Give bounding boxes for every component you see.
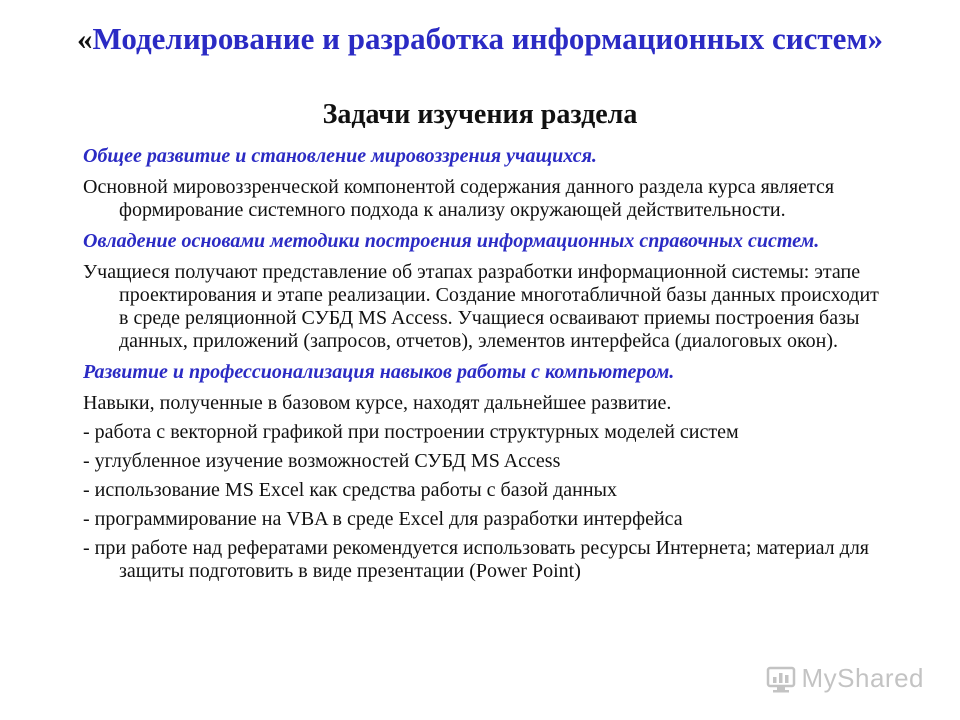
title-close-quote: »: [867, 21, 883, 56]
list-item: - использование MS Excel как средства работы с базой данных: [83, 479, 617, 501]
title-open-quote: «: [77, 21, 93, 56]
watermark: [766, 663, 925, 694]
section-paragraph: Учащиеся получают представление об этапах разработки информационной системы: этапе проектирования и этапе реализации. Создание многотабличной базы данных происходит в среде реляционной СУБД MS Access. Учащиеся осваивают приемы построения базы данных, приложений (запросов, отчетов), элементов интерфейса (диалоговых окон).: [83, 261, 879, 352]
section-paragraph: Навыки, полученные в базовом курсе, находят дальнейшее развитие.: [83, 392, 672, 414]
slide-title: [60, 20, 900, 58]
watermark-text: MyShared: [801, 663, 924, 693]
section-heading: Овладение основами методики построения информационных справочных систем.: [83, 230, 820, 252]
slide-subtitle: Задачи изучения раздела: [322, 99, 638, 130]
section-heading: Общее развитие и становление мировоззрения учащихся.: [83, 145, 597, 167]
list-item: - программирование на VBA в среде Excel для разработки интерфейса: [83, 508, 683, 530]
title-text: Моделирование и разработка информационных систем: [92, 21, 868, 56]
myshared-logo-icon: [766, 664, 796, 694]
list-item: - работа с векторной графикой при построении структурных моделей систем: [83, 421, 739, 443]
list-item: - углубленное изучение возможностей СУБД MS Access: [83, 450, 561, 472]
list-item: - при работе над рефератами рекомендуется использовать ресурсы Интернета; материал для защиты подготовить в виде презентации (Power Point): [83, 537, 870, 582]
slide-content: [83, 145, 883, 589]
section-heading: Развитие и профессионализация навыков работы с компьютером.: [83, 361, 675, 383]
section-paragraph: Основной мировоззренческой компонентой содержания данного раздела курса является формирование системного подхода к анализу окружающей действительности.: [83, 176, 835, 221]
